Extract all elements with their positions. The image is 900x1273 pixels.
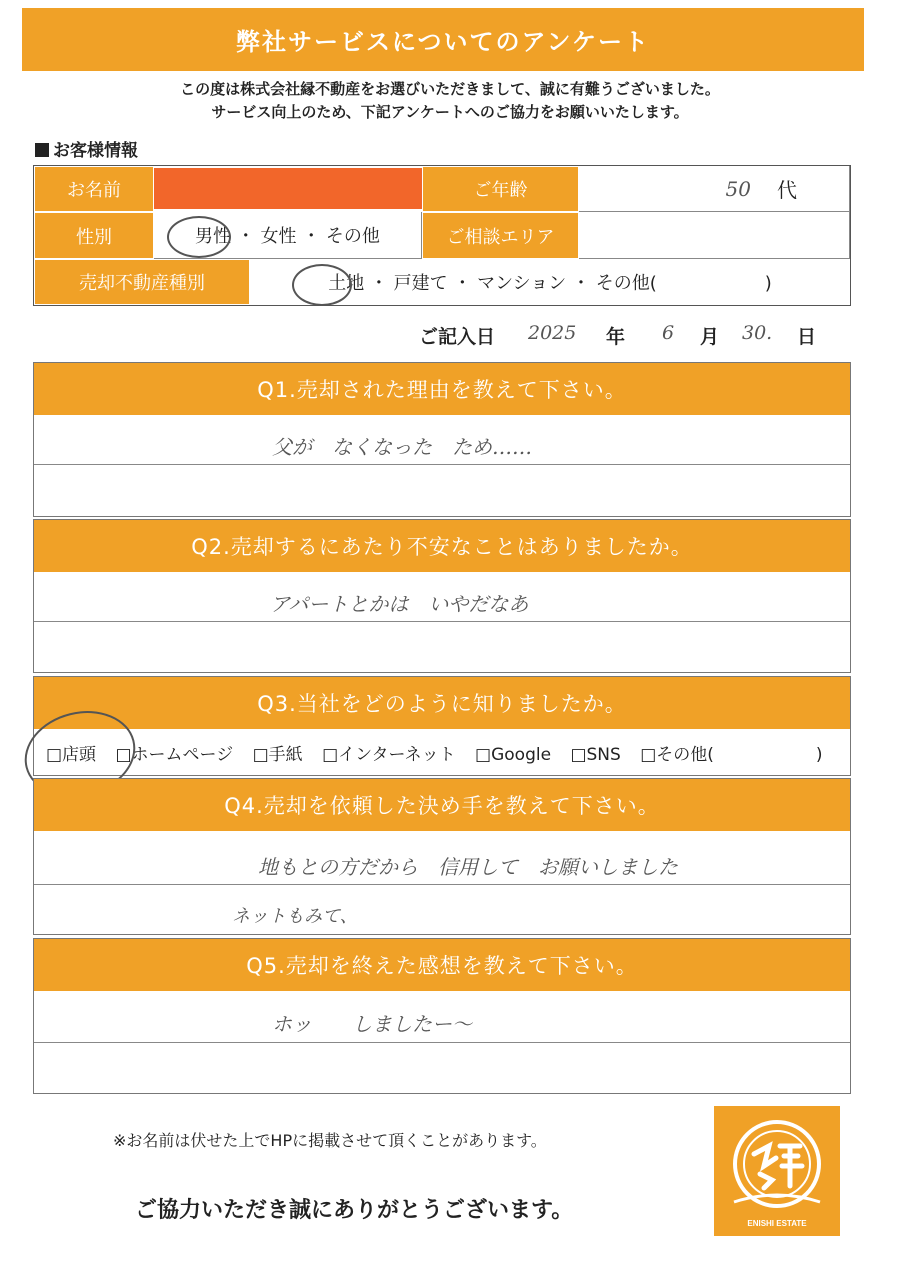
hand-circle-property (292, 264, 352, 306)
area-label: ご相談エリア (422, 212, 579, 259)
intro-line-1: この度は株式会社縁不動産をお選びいただきまして、誠に有難うございました。 (180, 80, 720, 98)
logo-emblem-icon (714, 1106, 840, 1236)
company-logo (714, 1106, 840, 1236)
option-homepage[interactable]: □ホームページ (115, 745, 234, 765)
thanks-message: ご協力いただき誠にありがとうございます。 (135, 1198, 574, 1223)
date-month: 6 (662, 322, 675, 344)
svg-text:ENISHI ESTATE: ENISHI ESTATE (747, 1219, 807, 1228)
q5-question: Q5.売却を終えた感想を教えて下さい。 (34, 939, 850, 991)
date-month-unit: 月 (700, 326, 720, 348)
gender-options: 男性 ・ 女性 ・ その他 (154, 212, 422, 259)
q1-answer: 父が なくなった ため…… (272, 435, 532, 459)
q5-answer: ホッ しましたー〜 (272, 1012, 472, 1036)
section-heading: お客様情報 (35, 136, 138, 161)
q3-question: Q3.当社をどのように知りましたか。 (34, 677, 850, 729)
date-label: ご記入日 (419, 326, 496, 348)
q1-question: Q1.売却された理由を教えて下さい。 (34, 363, 850, 415)
square-bullet-icon (35, 143, 49, 157)
option-store[interactable]: □店頭 (46, 745, 97, 765)
name-label: お名前 (34, 166, 154, 212)
redacted-name (154, 168, 422, 209)
option-other[interactable]: □その他( ) (640, 745, 823, 765)
survey-title: 弊社サービスについてのアンケート (22, 8, 864, 71)
q2-answer: アパートとかは いやだなあ (270, 592, 529, 616)
gender-label: 性別 (34, 212, 154, 259)
q3-options (46, 740, 837, 765)
age-label: ご年齢 (422, 166, 579, 212)
property-type-label: 売却不動産種別 (34, 259, 250, 305)
option-letter[interactable]: □手紙 (252, 745, 303, 765)
area-field (579, 212, 850, 259)
date-year-unit: 年 (606, 326, 626, 348)
date-year: 2025 (528, 322, 577, 344)
option-internet[interactable]: □インターネット (322, 745, 456, 765)
date-day: 30. (742, 322, 773, 344)
q4-question: Q4.売却を依頼した決め手を教えて下さい。 (34, 779, 850, 831)
age-field: 50 代 (579, 166, 850, 212)
intro-line-2: サービス向上のため、下記アンケートへのご協力をお願いいたします。 (211, 103, 689, 121)
q4-answer-line-2: ネットもみて、 (232, 906, 358, 927)
option-google[interactable]: □Google (475, 745, 552, 765)
hand-circle-gender (167, 216, 231, 258)
q4-answer-line-1: 地もとの方だから 信用して お願いしました (258, 855, 678, 879)
privacy-note: ※お名前は伏せた上でHPに掲載させて頂くことがあります。 (113, 1131, 547, 1150)
option-sns[interactable]: □SNS (570, 745, 621, 765)
property-type-options: 土地 ・ 戸建て ・ マンション ・ その他( ) (328, 273, 772, 294)
q2-question: Q2.売却するにあたり不安なことはありましたか。 (34, 520, 850, 572)
date-day-unit: 日 (797, 326, 817, 348)
